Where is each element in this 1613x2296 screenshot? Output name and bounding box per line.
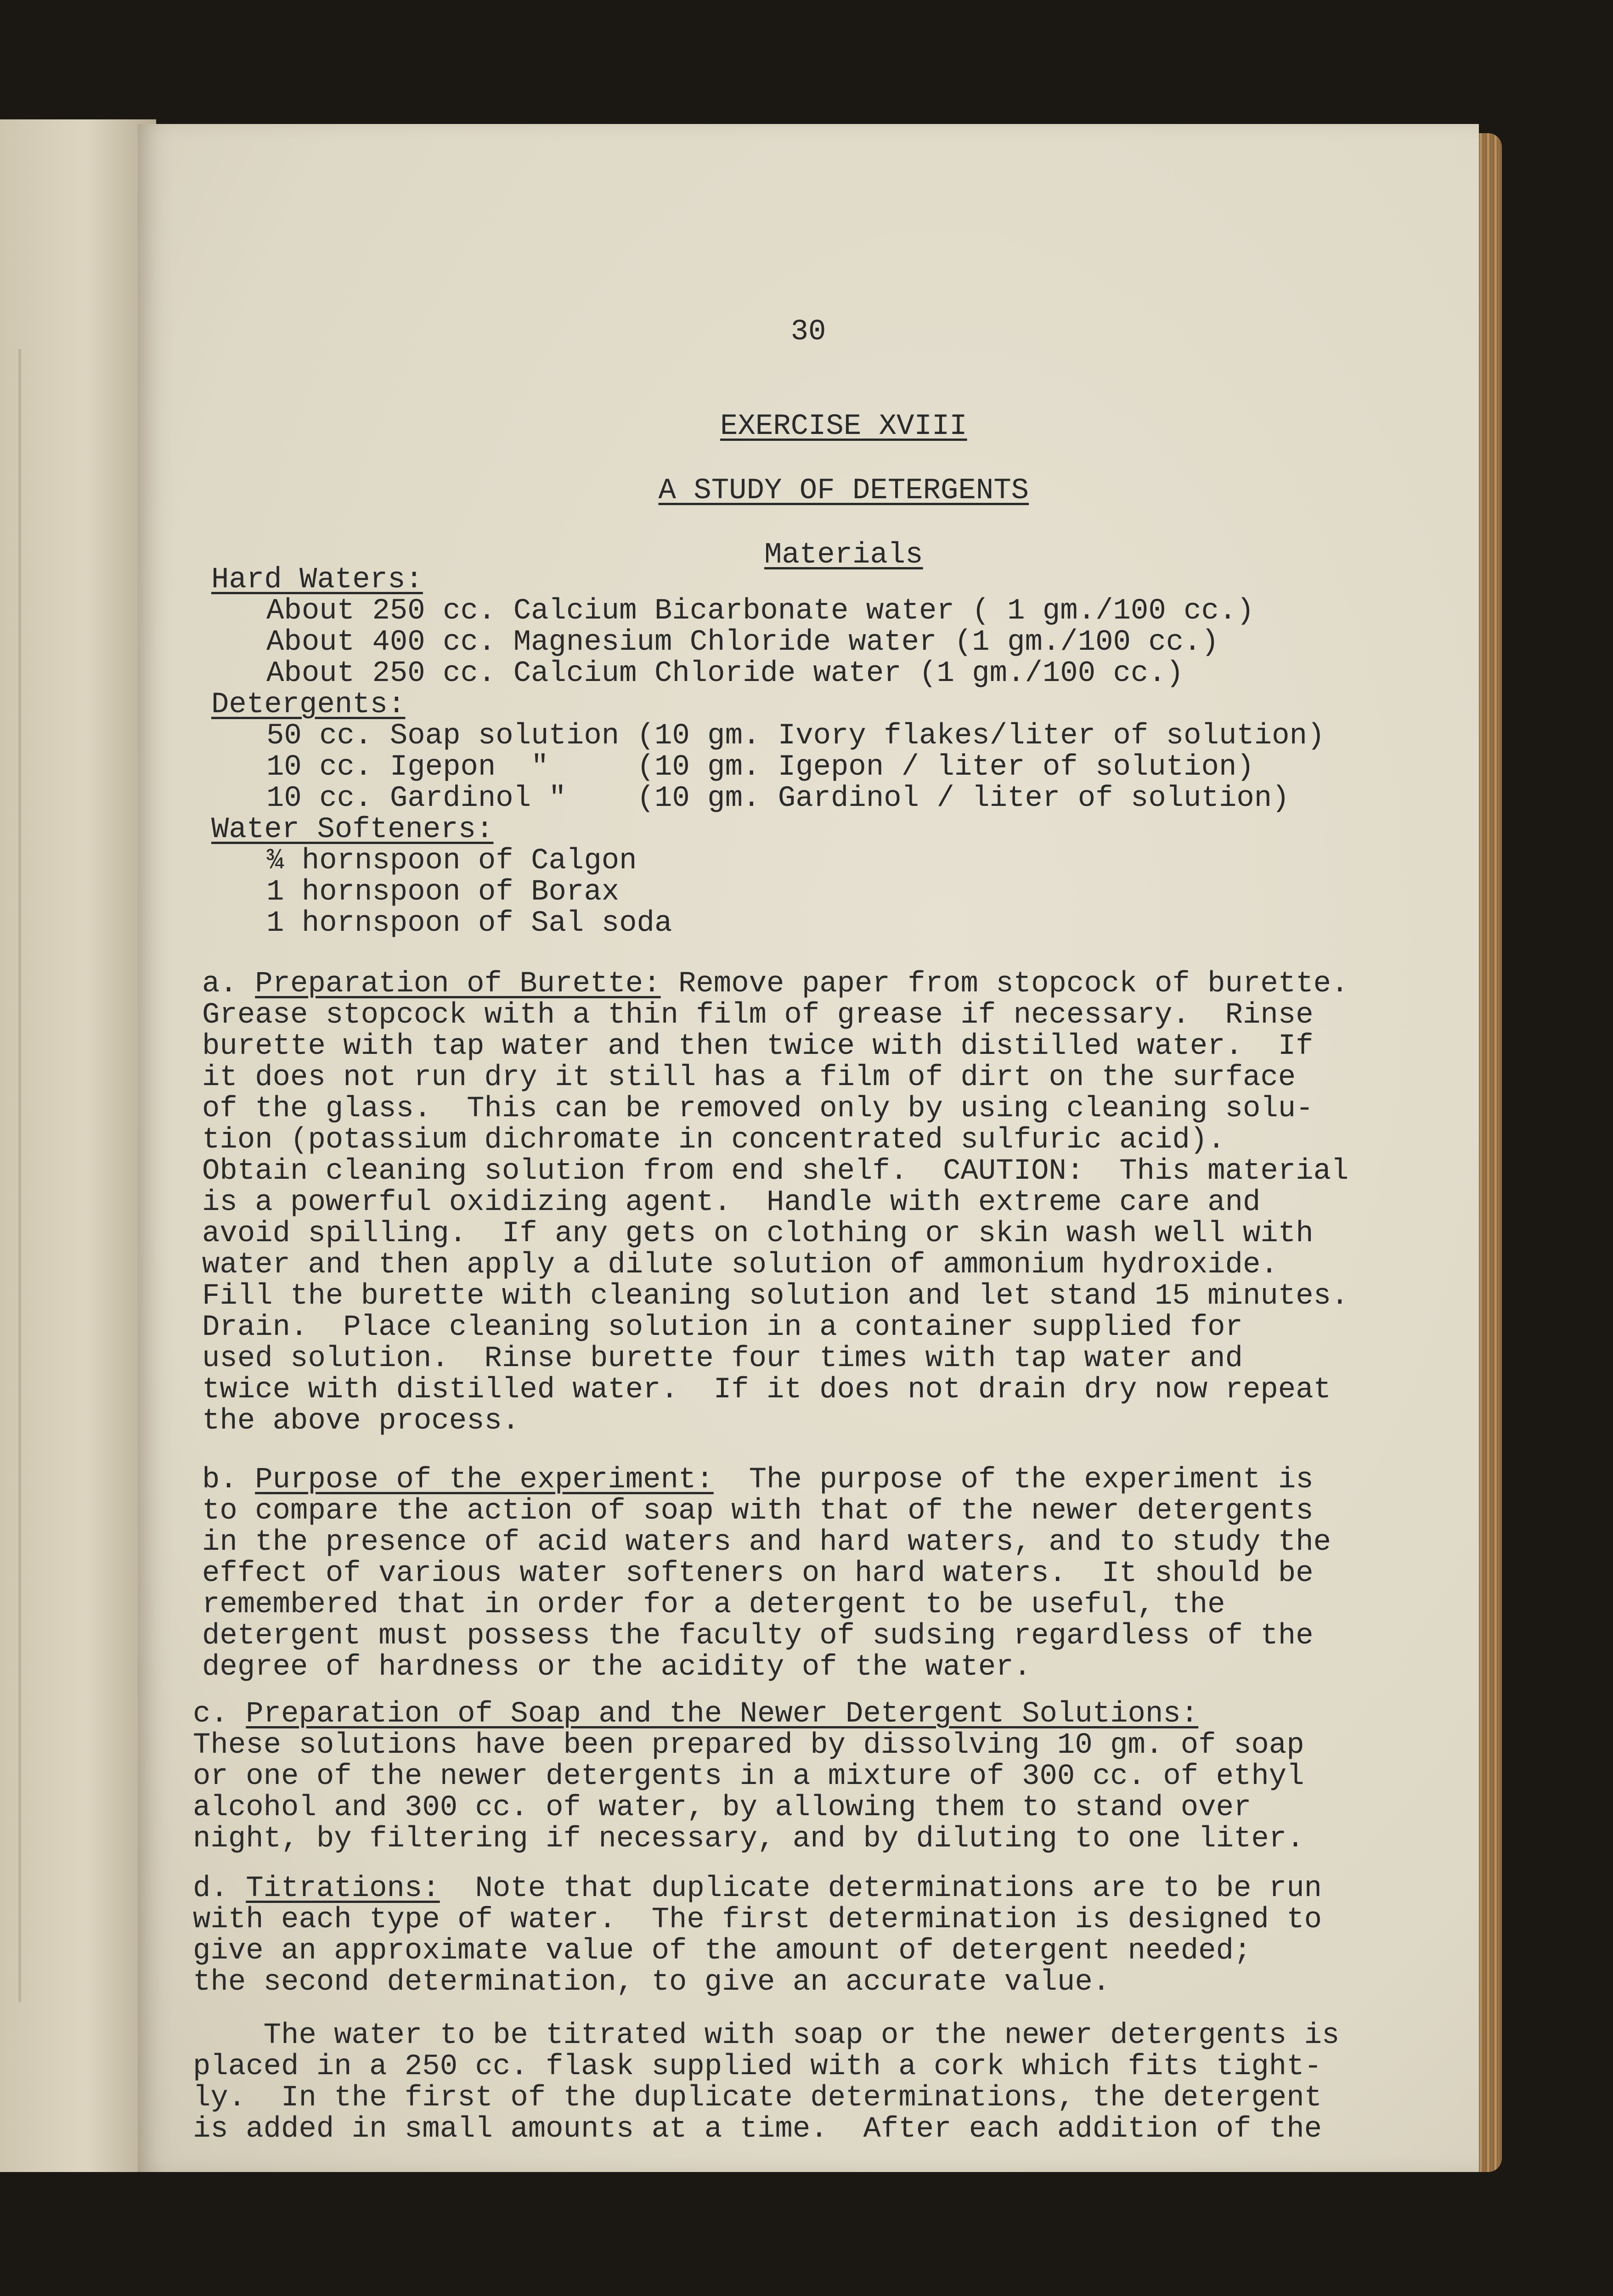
section-d-line: give an approximate value of the amount of detergent needed; [193,1935,1252,1968]
section-b-first-text: The purpose of the experiment is [713,1463,1314,1497]
materials-heading: Materials [764,539,923,572]
left-facing-page [0,119,156,2172]
section-a-line: it does not run dry it still has a film of dirt on the surface [202,1061,1296,1094]
page-number: 30 [790,315,826,349]
softener-item: ¾ hornspoon of Calgon [266,844,637,878]
book-page [138,124,1479,2172]
section-a-label: a. [202,968,237,1001]
section-a-line: water and then apply a dilute solution of ammonium hydroxide. [202,1249,1278,1282]
section-a-line: of the glass. This can be removed only by using cleaning solu- [202,1092,1314,1125]
detergent-item: 50 cc. Soap solution (10 gm. Ivory flakes/liter of solution) [266,720,1325,753]
section-b-line: to compare the action of soap with that of the newer detergents [202,1495,1314,1528]
left-page-margin-rule [18,349,21,2002]
section-c-first-line [193,1699,1198,1729]
section-d-heading: Titrations: [246,1872,440,1905]
water-softeners-heading: Water Softeners: [211,813,494,846]
section-d-label: d. [193,1872,228,1905]
section-b-first-line [202,1465,1314,1495]
section-d-first-line [193,1874,1322,1904]
final-paragraph-line: placed in a 250 cc. flask supplied with a cork which fits tight- [193,2050,1322,2083]
section-a-line: Grease stopcock with a thin film of grease if necessary. Rinse [202,999,1314,1032]
final-paragraph [193,2019,1340,2202]
section-d-first-text: Note that duplicate determinations are to be run [440,1872,1322,1905]
section-b-line: effect of various water softeners on hard waters. It should be [202,1557,1314,1590]
section-c-line: night, by filtering if necessary, and by diluting to one liter. [193,1823,1304,1856]
final-paragraph-line: The water to be titrated with soap or the newer detergents is [193,2019,1340,2052]
detergent-item: 10 cc. Igepon " (10 gm. Igepon / liter of solution) [266,751,1254,784]
hard-waters-heading: Hard Waters: [211,563,423,597]
section-a-line: is a powerful oxidizing agent. Handle with extreme care and [202,1186,1261,1219]
section-a-line: burette with tap water and then twice with distilled water. If [202,1030,1314,1063]
softener-item: 1 hornspoon of Sal soda [266,907,672,940]
section-a-line: tion (potassium dichromate in concentrated sulfuric acid). [202,1124,1225,1157]
detergents-heading: Detergents: [211,688,406,721]
final-paragraph-line: is added in small amounts at a time. After each addition of the [193,2113,1322,2146]
section-b-line: detergent must possess the faculty of sudsing regardless of the [202,1620,1314,1653]
detergent-item: 10 cc. Gardinol " (10 gm. Gardinol / liter of solution) [266,782,1290,815]
section-b-line: remembered that in order for a detergent to be useful, the [202,1588,1225,1621]
section-a-first-text: Remove paper from stopcock of burette. [660,968,1349,1001]
hard-water-item: About 400 cc. Magnesium Chloride water (1 gm./100 cc.) [266,626,1219,659]
section-a-line: used solution. Rinse burette four times with tap water and [202,1342,1243,1375]
section-c-line: These solutions have been prepared by dissolving 10 gm. of soap [193,1729,1304,1762]
section-d-line: with each type of water. The first determination is designed to [193,1903,1322,1936]
section-d-line: the second determination, to give an accurate value. [193,1966,1111,1999]
hard-water-item: About 250 cc. Calcium Chloride water (1 gm./100 cc.) [266,657,1184,690]
section-a-line: avoid spilling. If any gets on clothing or skin wash well with [202,1217,1314,1250]
section-c-line: or one of the newer detergents in a mixture of 300 cc. of ethyl [193,1760,1304,1793]
section-c-heading: Preparation of Soap and the Newer Detergent Solutions: [246,1698,1199,1731]
section-a-line: the above process. [202,1405,520,1438]
section-b-label: b. [202,1463,237,1497]
section-a-line: twice with distilled water. If it does not drain dry now repeat [202,1373,1331,1407]
section-b-line: degree of hardness or the acidity of the water. [202,1651,1032,1684]
section-b-heading: Purpose of the experiment: [255,1463,714,1497]
section-a-line: Obtain cleaning solution from end shelf. CAUTION: This material [202,1155,1349,1188]
exercise-title: EXERCISE XVIII [720,410,967,443]
section-c-line: alcohol and 300 cc. of water, by allowing them to stand over [193,1791,1252,1824]
section-a-line: Drain. Place cleaning solution in a container supplied for [202,1311,1243,1344]
study-title: A STUDY OF DETERGENTS [658,474,1029,507]
section-a-heading: Preparation of Burette: [255,968,661,1001]
section-b-line: in the presence of acid waters and hard waters, and to study the [202,1526,1331,1559]
section-a-line: Fill the burette with cleaning solution and let stand 15 minutes. [202,1280,1349,1313]
hard-water-item: About 250 cc. Calcium Bicarbonate water ( 1 gm./100 cc.) [266,595,1254,628]
section-c-label: c. [193,1698,228,1731]
final-paragraph-line: ly. In the first of the duplicate determinations, the detergent [193,2082,1322,2115]
section-a-first-line [202,969,1348,999]
softener-item: 1 hornspoon of Borax [266,876,620,909]
